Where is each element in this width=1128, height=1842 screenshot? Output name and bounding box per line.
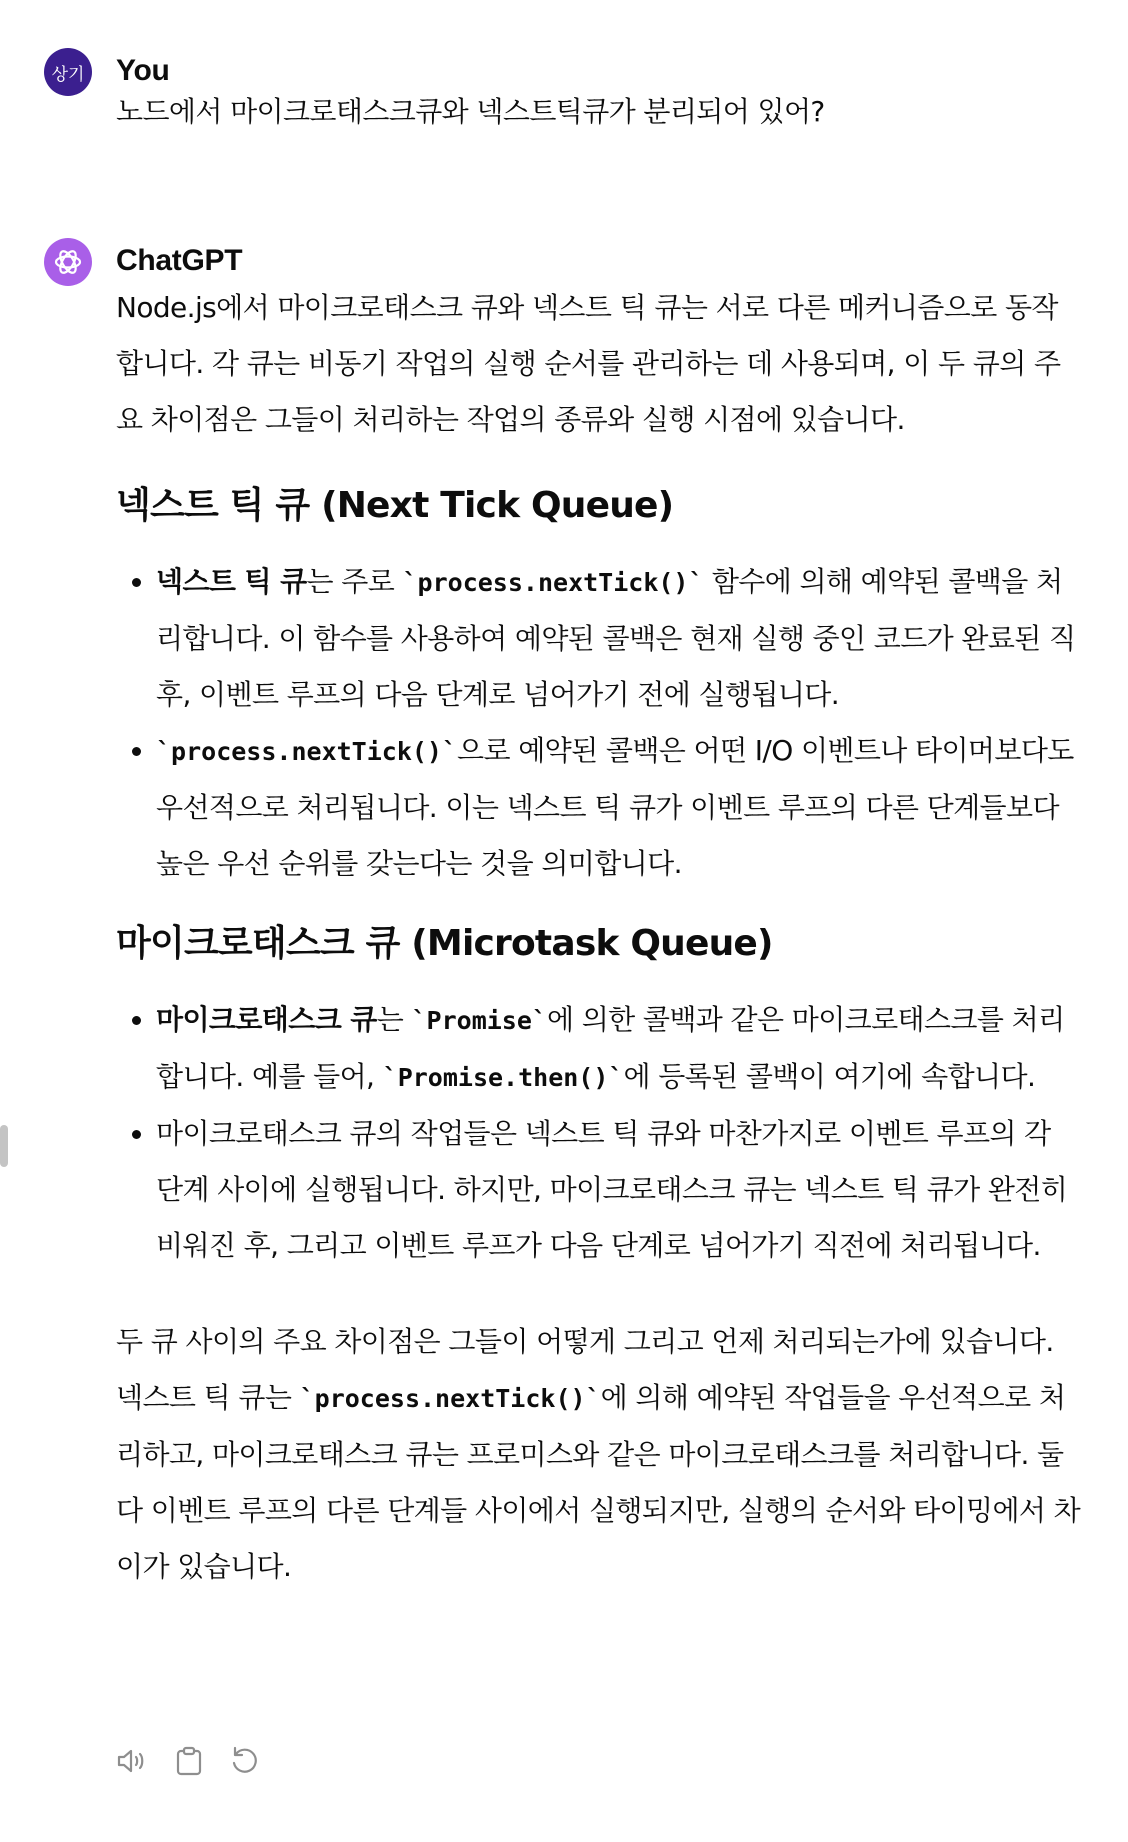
summary-paragraph	[116, 1314, 1082, 1595]
regenerate-icon	[229, 1745, 261, 1777]
list-item	[156, 1106, 1082, 1274]
author-name: ChatGPT	[116, 244, 243, 277]
text-span: 마이크로태스크 큐의 작업들은 넥스트 틱 큐와 마찬가지로 이벤트 루프의 각 단계 사이에 실행됩니다. 하지만, 마이크로태스크 큐는 넥스트 틱 큐가 완전히 비워진 후, 그리고 이벤트 루프가 다음 단계로 넘어가기 직전에 처리됩니다.	[156, 1117, 1068, 1262]
message-actions	[116, 1744, 262, 1778]
inline-code: `Promise.then()`	[382, 1063, 624, 1092]
user-message	[44, 48, 1084, 148]
chatgpt-logo-icon	[52, 246, 84, 278]
inline-code: `process.nextTick()`	[156, 737, 458, 766]
speaker-icon	[116, 1746, 150, 1776]
author-name: You	[116, 54, 170, 87]
user-message-text: 노드에서 마이크로태스크큐와 넥스트틱큐가 분리되어 있어?	[116, 95, 825, 128]
text-span: 에 의한 콜백과 같은 마이크로태스크를 처리합니다. 예를 들어,	[156, 1003, 1065, 1093]
text-span: 에 의해 예약된 작업들을 우선적으로 처리하고, 마이크로태스크 큐는 프로미스와 같은 마이크로태스크를 처리합니다. 둘 다 이벤트 루프의 다른 단계들 사이에서 실행되지만, 실행의 순서와 타이밍에서 차이가 있습니다.	[116, 1381, 1081, 1583]
avatar	[44, 238, 92, 286]
intro-paragraph: Node.js에서 마이크로태스크 큐와 넥스트 틱 큐는 서로 다른 메커니즘으로 동작합니다. 각 큐는 비동기 작업의 실행 순서를 관리하는 데 사용되며, 이 두 큐의 주요 차이점은 그들이 처리하는 작업의 종류와 실행 시점에 있습니다.	[116, 291, 1061, 436]
text-span: 에 등록된 콜백이 여기에 속합니다.	[623, 1060, 1036, 1093]
list-item	[156, 554, 1082, 723]
bullet-list	[116, 992, 1082, 1274]
text-span: 함수에 의해 예약된 콜백을 처리합니다. 이 함수를 사용하여 예약된 콜백은 현재 실행 중인 코드가 완료된 직후, 이벤트 루프의 다음 단계로 넘어가기 전에 실행됩니다.	[156, 565, 1076, 711]
list-item	[156, 723, 1082, 892]
bold-term: 넥스트 틱 큐	[156, 565, 307, 598]
text-span: 는	[376, 1003, 412, 1036]
assistant-message-body	[116, 280, 1082, 1595]
section-heading: 넥스트 틱 큐 (Next Tick Queue)	[116, 485, 674, 526]
text-span: 으로 예약된 콜백은 어떤 I/O 이벤트나 타이머보다도 우선적으로 처리됩니다. 이는 넥스트 틱 큐가 이벤트 루프의 다른 단계들보다 높은 우선 순위를 갖는다는 것을 의미합니다.	[156, 734, 1074, 880]
inline-code: `Promise`	[411, 1006, 547, 1035]
inline-code: `process.nextTick()`	[402, 568, 704, 597]
regenerate-button[interactable]	[228, 1744, 262, 1778]
text-span: 는 주로	[306, 565, 403, 598]
copy-button[interactable]	[172, 1744, 206, 1778]
section-heading: 마이크로태스크 큐 (Microtask Queue)	[116, 923, 773, 964]
inline-code: `process.nextTick()`	[299, 1384, 601, 1413]
text-span: 두 큐 사이의 주요 차이점은 그들이 어떻게 그리고 언제 처리되는가에 있습니다. 넥스트 틱 큐는	[116, 1325, 1054, 1414]
list-item	[156, 992, 1082, 1106]
bold-term: 마이크로태스크 큐	[156, 1003, 377, 1036]
avatar	[44, 48, 92, 96]
bullet-list	[116, 554, 1082, 892]
scrollbar-handle[interactable]	[0, 1125, 8, 1167]
clipboard-icon	[174, 1745, 204, 1777]
avatar-text: 상기	[51, 64, 85, 85]
read-aloud-button[interactable]	[116, 1744, 150, 1778]
assistant-message	[44, 238, 1084, 1798]
